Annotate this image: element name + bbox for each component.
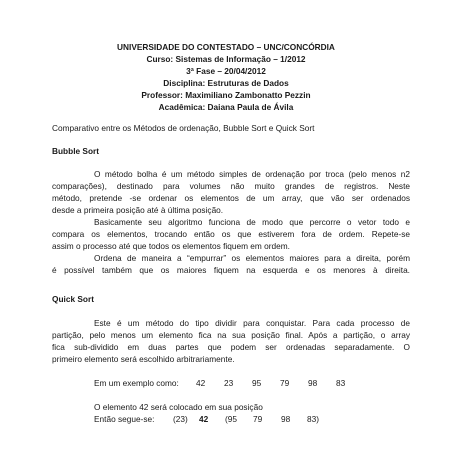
intro-text: Comparativo entre os Métodos de ordenação, Bubble Sort e Quick Sort — [52, 123, 315, 133]
bubble-line-8: Ordena de maneira a “empurrar” os elementos maiores para a direita, porém — [94, 253, 410, 263]
then-value: 83) — [307, 414, 319, 424]
professor-heading: Professor: Maximiliano Zambonatto Pezzin — [141, 90, 311, 100]
quick-line-1: Este é um método do tipo dividir para conquistar. Para cada processo de — [94, 318, 410, 328]
then-value: 98 — [281, 414, 291, 424]
example-value: 42 — [196, 378, 206, 388]
student-heading: Acadêmica: Daiana Paula de Ávila — [158, 102, 294, 112]
quick-line-4: primeiro elemento será escolhido arbitrariamente. — [52, 354, 235, 364]
discipline-heading: Disciplina: Estruturas de Dados — [163, 78, 289, 88]
example-label: Em um exemplo como: — [94, 378, 179, 388]
bubble-line-7: assim o processo até que todos os elementos fiquem em ordem. — [52, 241, 290, 251]
bubble-line-1: O método bolha é um método simples de ordenação por troca (pelo menos n2 — [94, 169, 410, 179]
bubble-line-2: comparações), destinado para volumes não muito grandes de registros. Neste — [52, 181, 410, 191]
then-value-pivot: 42 — [199, 414, 209, 424]
example-value: 79 — [280, 378, 290, 388]
bubble-sort-title: Bubble Sort — [52, 146, 100, 156]
course-heading: Curso: Sistemas de Informação – 1/2012 — [146, 54, 306, 64]
then-value: (95 — [225, 414, 237, 424]
university-heading: UNIVERSIDADE DO CONTESTADO – UNC/CONCÓRDIA — [117, 42, 335, 52]
bubble-line-6: compara os elementos, trocando então os que estiverem fora de ordem. Repete-se — [52, 229, 410, 239]
bubble-line-5: Basicamente seu algoritmo funciona de modo que percorre o vetor todo e — [94, 217, 410, 227]
example-value: 23 — [224, 378, 234, 388]
quick-line-2: partição, pelo menos um elemento fica na sua posição final. Após a partição, o array — [52, 330, 410, 340]
example-value: 98 — [308, 378, 318, 388]
example-value: 95 — [252, 378, 262, 388]
bubble-line-4: desde a primeira posição até à última posição. — [52, 205, 224, 215]
quick-line-3: fica sub-dividido em duas partes que podem ser ordenadas separadamente. O — [52, 342, 410, 352]
then-value: (23) — [173, 414, 188, 424]
example-value: 83 — [336, 378, 346, 388]
bubble-line-3: método, pretende -se ordenar os elementos de um array, que vão ser ordenados — [52, 193, 410, 203]
then-value: 79 — [253, 414, 263, 424]
bubble-line-9: é possível também que os maiores fiquem na esquerda e os menores à direita. — [52, 265, 410, 275]
quick-sort-title: Quick Sort — [52, 294, 94, 304]
phase-heading: 3ª Fase – 20/04/2012 — [186, 66, 266, 76]
then-label: Então segue-se: — [94, 414, 155, 424]
pivot-line: O elemento 42 será colocado em sua posição — [94, 402, 263, 412]
